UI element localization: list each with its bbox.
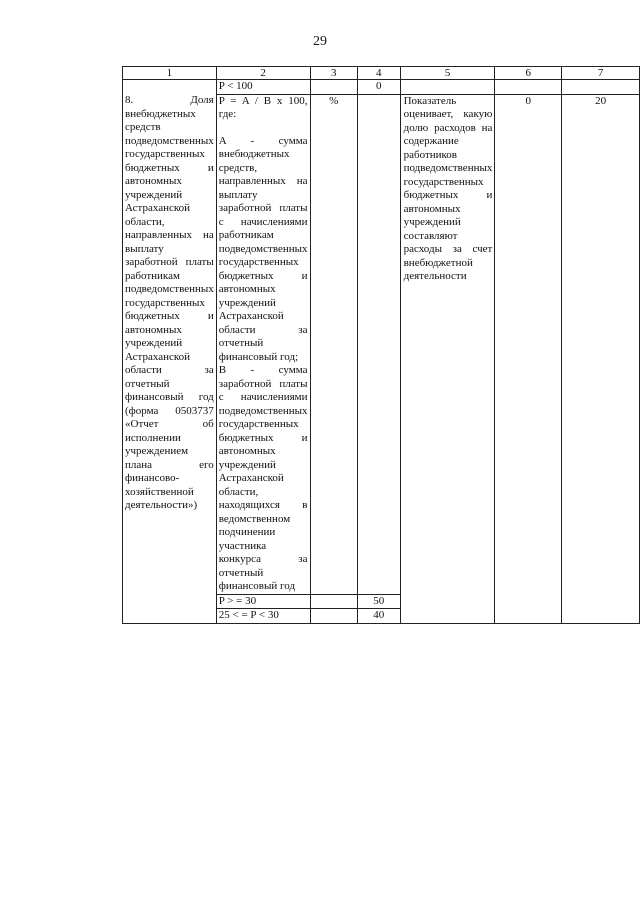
formula-text: P = A / B x 100, где: [218,94,308,120]
cell-formula [216,94,310,594]
header-col-2: 2 [216,67,310,80]
cell-empty [495,80,562,95]
header-col-6: 6 [495,67,562,80]
header-col-5: 5 [400,67,495,80]
cell-empty [357,94,400,594]
cell-empty [562,80,640,95]
formula-b-definition: B - сумма заработной платы с начислениями подведомственных государственных бюджетных и автономных учреждений Астраханской области, находящихся в ведомственном подчинении участника конкурса за отчетный финансовый год [218,364,308,592]
cell-condition-1: P > = 30 [216,594,310,609]
cell-condition-2: 25 < = P < 30 [216,609,310,624]
cell-empty [310,594,357,609]
header-col-3: 3 [310,67,357,80]
cell-score-prev: 0 [357,80,400,95]
cell-score-2: 40 [357,609,400,624]
header-col-4: 4 [357,67,400,80]
cell-min-value: 0 [495,94,562,623]
table-row-prev [123,80,640,95]
header-row [123,67,640,80]
page-number: 29 [313,34,327,49]
cell-score-1: 50 [357,594,400,609]
criteria-table [122,66,640,624]
table-row-main [123,94,640,594]
cell-empty [123,80,217,95]
cell-unit: % [310,94,357,594]
formula-a-definition: A - сумма внебюджетных средств, направленных на выплату заработной платы с начислениями работникам подведомственных государственных бюджетных и автономных учреждений Астраханской области за отчетный финансовый год; [218,134,308,363]
cell-description: Показатель оценивает, какую долю расходов на содержание работников подведомственных государственных бюджетных и автономных учреждений составляют расходы за счет внебюджетной деятельности [400,94,495,623]
cell-empty [310,80,357,95]
cell-indicator-name: 8. Доля внебюджетных средств подведомственных государственных бюджетных и автономных учреждений Астраханской области, направленных на выплату заработной платы работникам подведомственных государственных бюджетных и автономных учреждений Астраханской области за отчетный финансовый год (форма 0503737 «Отчет об исполнении учреждением плана его финансово-хозяйственной деятельности») [123,94,217,623]
header-col-7: 7 [562,67,640,80]
header-col-1: 1 [123,67,217,80]
cell-empty [310,609,357,624]
cell-empty [400,80,495,95]
cell-condition-prev: P < 100 [216,80,310,95]
cell-max-value: 20 [562,94,640,623]
